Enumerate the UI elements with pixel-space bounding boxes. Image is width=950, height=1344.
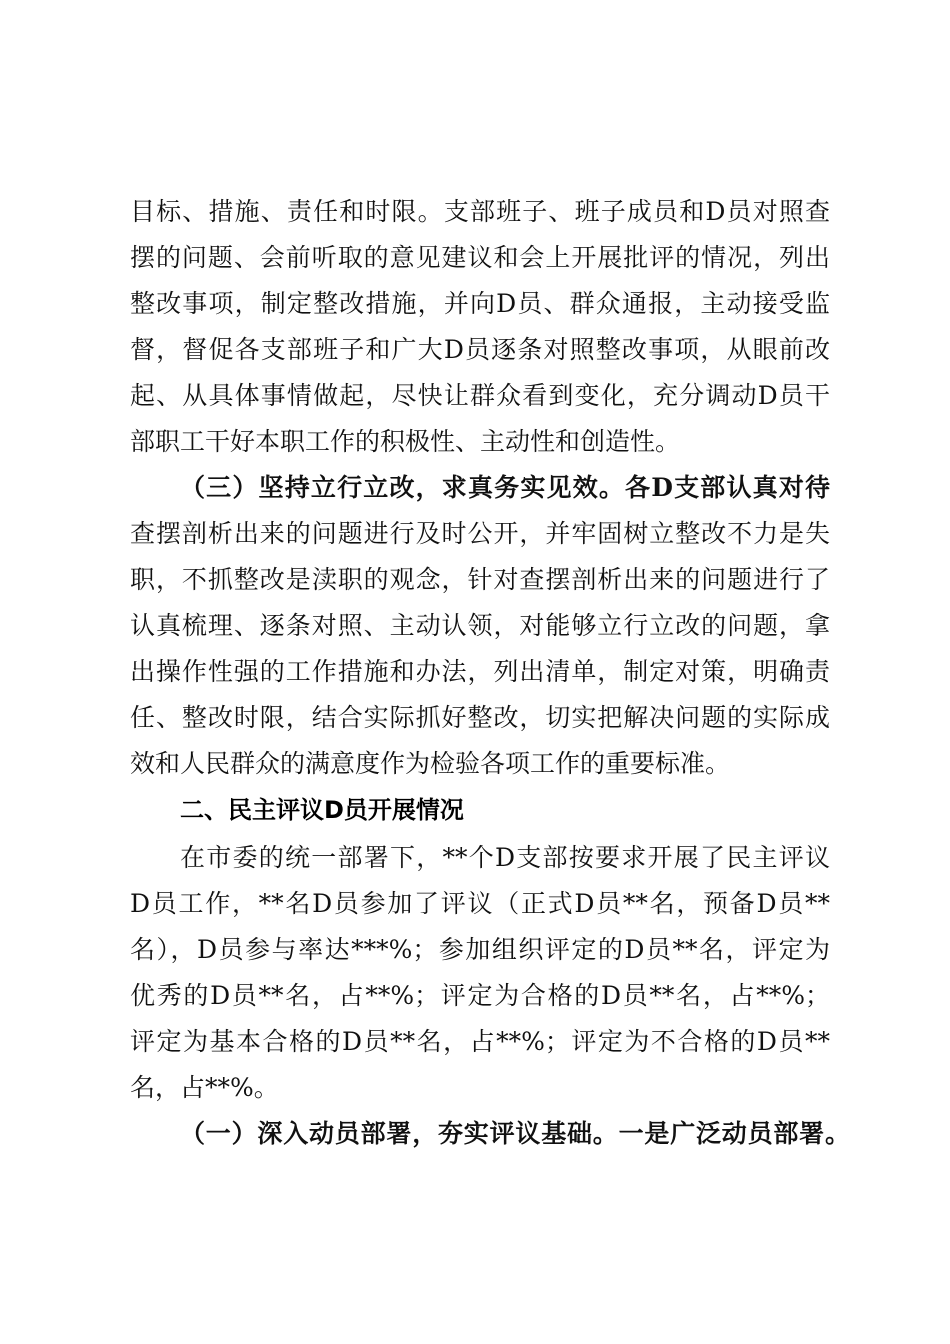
paragraph-line: 在市委的统一部署下，**个D支部按要求开展了民主评议 bbox=[180, 843, 830, 872]
paragraph-line: 出操作性强的工作措施和办法，列出清单，制定对策，明确责 bbox=[130, 657, 830, 686]
paragraph-line: 整改事项，制定整改措施，并向D员、群众通报，主动接受监 bbox=[130, 289, 830, 318]
subsection-first-line: （一）深入动员部署，夯实评议基础。一是广泛动员部署。 bbox=[180, 1119, 850, 1148]
paragraph-line: 查摆剖析出来的问题进行及时公开，并牢固树立整改不力是失 bbox=[130, 519, 830, 548]
paragraph-line: 名），D员参与率达***%；参加组织评定的D员**名，评定为 bbox=[130, 935, 830, 964]
paragraph-line: 优秀的D员**名，占**%；评定为合格的D员**名，占**%； bbox=[130, 981, 830, 1010]
section-heading: 二、民主评议D员开展情况 bbox=[180, 796, 464, 824]
subsection-first-line: （三）坚持立行立改，求真务实见效。各D支部认真对待 bbox=[180, 473, 830, 502]
paragraph-line: 任、整改时限，结合实际抓好整改，切实把解决问题的实际成 bbox=[130, 703, 830, 732]
paragraph-line: 督，督促各支部班子和广大D员逐条对照整改事项，从眼前改 bbox=[130, 335, 830, 364]
paragraph-line: 效和人民群众的满意度作为检验各项工作的重要标准。 bbox=[130, 749, 731, 778]
paragraph-line: D员工作，**名D员参加了评议（正式D员**名，预备D员** bbox=[130, 889, 830, 918]
paragraph-line: 职，不抓整改是渎职的观念，针对查摆剖析出来的问题进行了 bbox=[130, 565, 830, 594]
paragraph-line: 起、从具体事情做起，尽快让群众看到变化，充分调动D员干 bbox=[130, 381, 830, 410]
paragraph-line: 评定为基本合格的D员**名，占**%；评定为不合格的D员** bbox=[130, 1027, 830, 1056]
paragraph-line: 部职工干好本职工作的积极性、主动性和创造性。 bbox=[130, 427, 681, 456]
paragraph-line: 目标、措施、责任和时限。支部班子、班子成员和D员对照查 bbox=[130, 197, 830, 226]
paragraph-line: 认真梳理、逐条对照、主动认领，对能够立行立改的问题，拿 bbox=[130, 611, 830, 640]
paragraph-line: 名，占**%。 bbox=[130, 1073, 279, 1102]
paragraph-line: 摆的问题、会前听取的意见建议和会上开展批评的情况，列出 bbox=[130, 243, 830, 272]
